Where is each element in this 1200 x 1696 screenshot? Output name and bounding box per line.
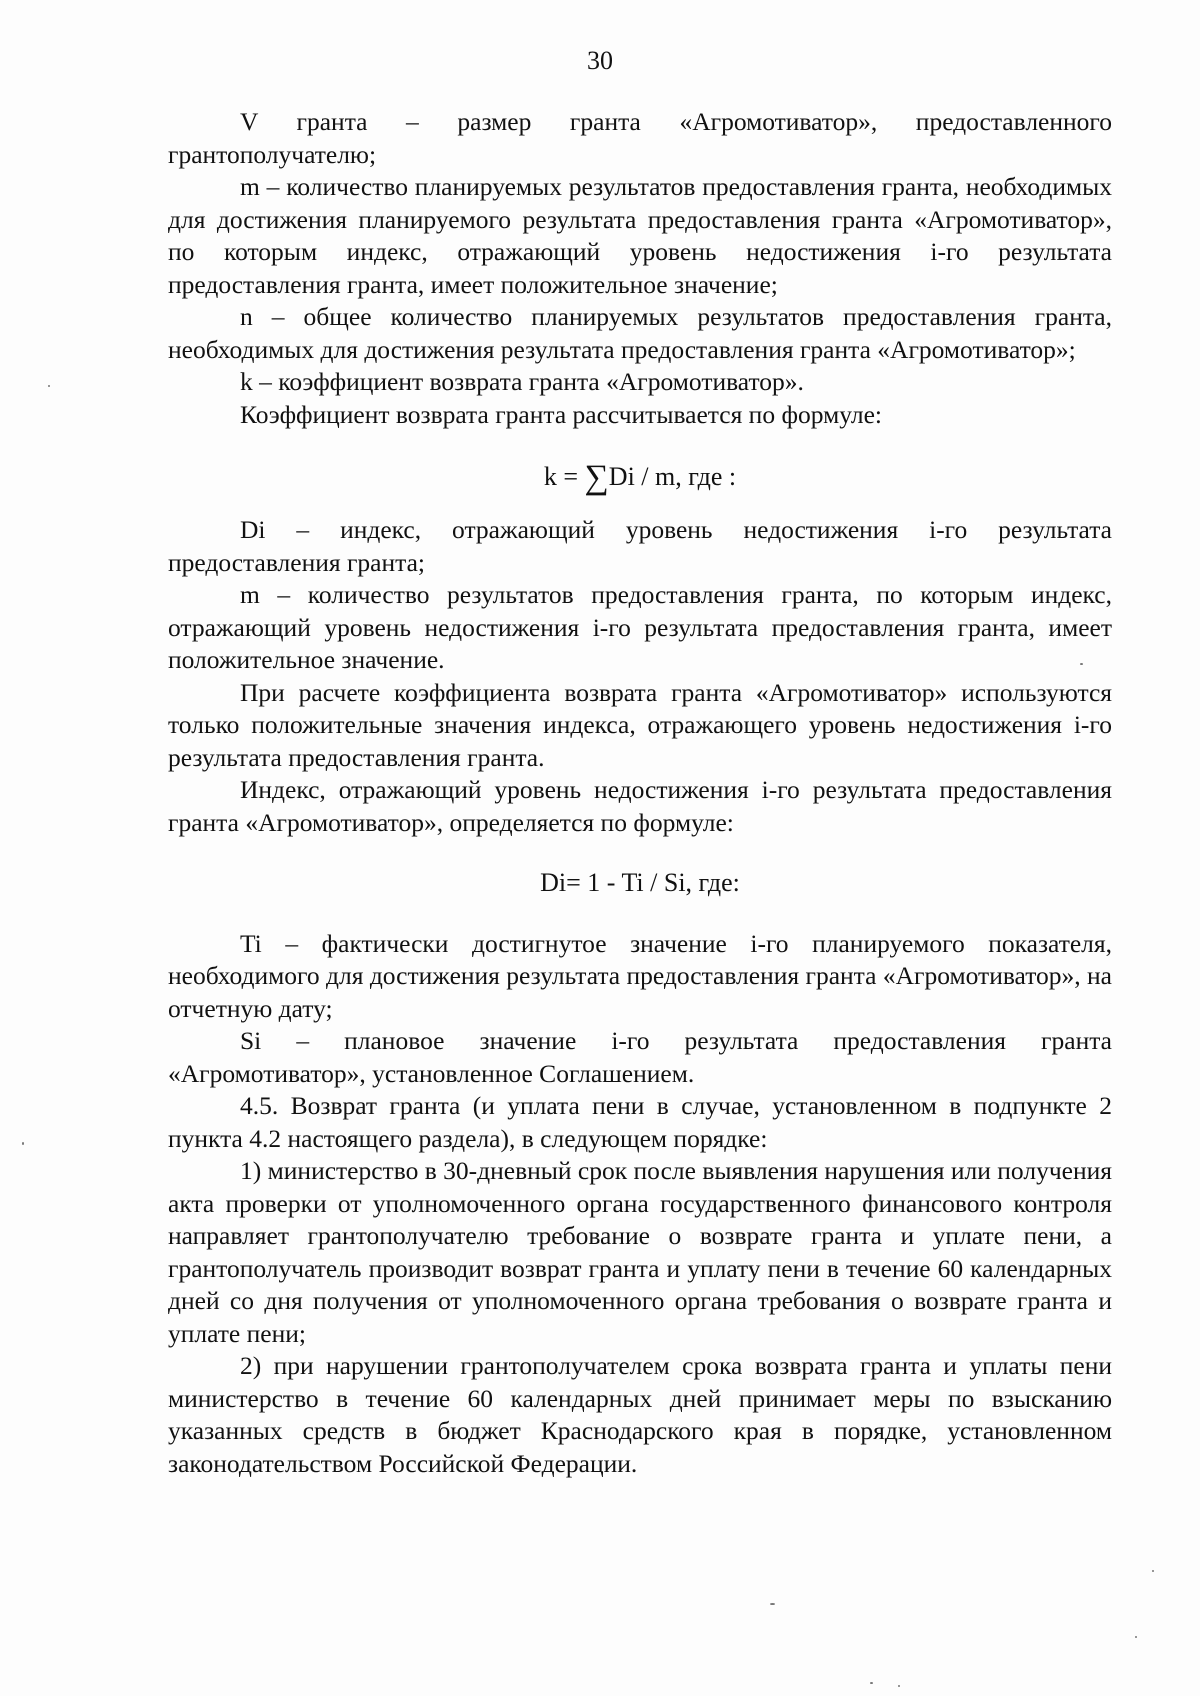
paragraph-k-definition: k – коэффициент возврата гранта «Агромотиватор». — [240, 367, 804, 396]
paragraph-m-definition: m – количество планируемых результатов предоставления гранта, необходимых для достижения планируемого результата предоставления гранта «Агромотиватор», по которым индекс, отражающий уровень недостижения i-го результата предоставления гранта, имеет положительное значение; — [168, 172, 1112, 299]
paragraph-n-definition: n – общее количество планируемых результатов предоставления гранта, необходимых для достижения результата предоставления гранта «Агромотиватор»; — [168, 302, 1112, 364]
paragraph-index-formula-intro: Индекс, отражающий уровень недостижения i-го результата предоставления гранта «Агромотиватор», определяется по формуле: — [168, 775, 1112, 837]
paragraph-v-definition: V гранта – размер гранта «Агромотиватор», предоставленного грантополучателю; — [168, 107, 1112, 169]
scan-speck — [898, 1685, 900, 1687]
scan-speck — [48, 385, 50, 387]
page-number: 30 — [587, 46, 613, 75]
document-body — [168, 106, 1112, 1480]
paragraph-item-1: 1) министерство в 30-дневный срок после выявления нарушения или получения акта проверки от уполномоченного органа государственного финансового контроля направляет грантополучателю требование о возврате гранта и уплате пени, а грантополучатель производит возврат гранта и уплату пени в течение 60 календарных дней со дня получения от уполномоченного органа требования о возврате гранта и уплате пени; — [168, 1156, 1112, 1348]
formula-k — [168, 431, 1112, 514]
sum-symbol: ∑ — [584, 459, 609, 496]
paragraph-item-2: 2) при нарушении грантополучателем срока возврата гранта и уплаты пени министерство в течение 60 календарных дней принимает меры по взысканию указанных средств в бюджет Краснодарского края в порядке, установленном законодательством Российской Федерации. — [168, 1351, 1112, 1478]
formula-di: Di= 1 - Ti / Si, где: — [540, 868, 740, 897]
scan-speck — [1152, 1570, 1154, 1572]
scan-speck — [1135, 1636, 1137, 1638]
scan-speck — [22, 1142, 24, 1145]
scan-speck — [870, 1682, 873, 1684]
paragraph-m-second-definition: m – количество результатов предоставления гранта, по которым индекс, отражающий уровень недостижения i-го результата предоставления гранта, имеет положительное значение. — [168, 580, 1112, 674]
paragraph-si-definition: Si – плановое значение i-го результата предоставления гранта «Агромотиватор», установленное Соглашением. — [168, 1026, 1112, 1088]
paragraph-di-definition: Di – индекс, отражающий уровень недостижения i-го результата предоставления гранта; — [168, 515, 1112, 577]
paragraph-positive-values: При расчете коэффициента возврата гранта «Агромотиватор» используются только положительные значения индекса, отражающего уровень недостижения i-го результата предоставления гранта. — [168, 677, 1112, 772]
scan-speck — [770, 1603, 775, 1605]
paragraph-4-5: 4.5. Возврат гранта (и уплата пени в случае, установленном в подпункте 2 пункта 4.2 настоящего раздела), в следующем порядке: — [168, 1091, 1112, 1153]
paragraph-ti-definition: Ti – фактически достигнутое значение i-го планируемого показателя, необходимого для достижения результата предоставления гранта «Агромотиватор», на отчетную дату; — [168, 928, 1112, 1023]
paragraph-formula-intro: Коэффициент возврата гранта рассчитывается по формуле: — [240, 399, 882, 429]
formula-k-left: k = — [543, 462, 579, 491]
scan-speck — [1080, 663, 1083, 665]
formula-k-right: Di / m, где : — [608, 462, 737, 491]
